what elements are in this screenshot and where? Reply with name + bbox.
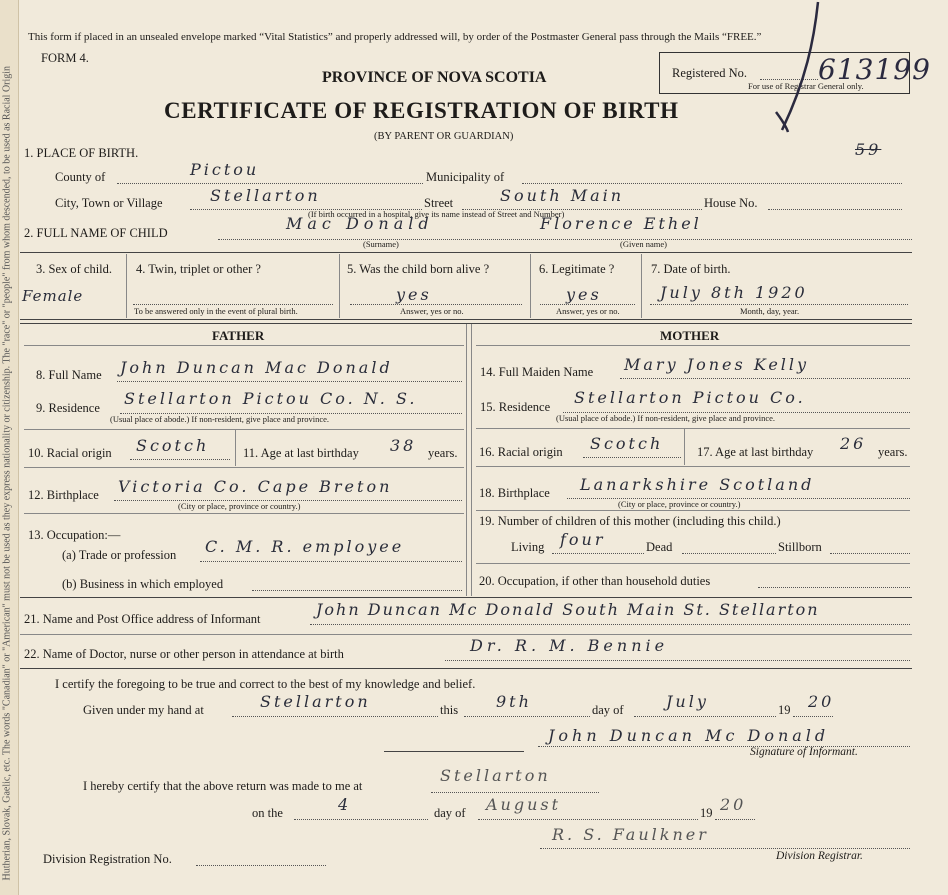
legitimate-note: Answer, yes or no. [556,306,620,316]
child-given-name: Florence Ethel [540,214,702,233]
county-value: Pictou [190,160,260,179]
registrar-signature: R. S. Faulkner [552,825,709,844]
registrar-day-of-label: day of [434,806,466,820]
father-race-label: 10. Racial origin [28,446,112,460]
mother-residence-label: 15. Residence [480,400,551,414]
certify-day: 9th [496,692,532,711]
father-residence-value: Stellarton Pictou Co. N. S. [124,389,418,408]
doctor-label: 22. Name of Doctor, nurse or other person in attendance at birth [24,647,344,661]
mother-heading: MOTHER [660,328,720,343]
certificate-subtitle: (BY PARENT OR GUARDIAN) [374,131,514,142]
registrar-month: August [486,795,562,814]
mother-race-label: 16. Racial origin [479,445,563,459]
father-name-value: John Duncan Mac Donald [120,358,393,377]
date-of-birth-value: July 8th 1920 [660,283,808,302]
mother-name-value: Mary Jones Kelly [624,355,810,374]
this-label: this [440,703,459,717]
registrar-year-prefix: 19 [700,806,713,820]
doctor-value: Dr. R. M. Bennie [470,636,669,655]
mother-name-label: 14. Full Maiden Name [480,365,594,379]
certify-month: July [666,692,709,711]
father-years-label: years. [428,446,458,460]
mother-birthplace-label: 18. Birthplace [479,486,550,500]
registrar-place: Stellarton [440,766,551,785]
mother-age-value: 26 [840,434,867,453]
born-alive-note: Answer, yes or no. [400,306,464,316]
twin-note: To be answered only in the event of plural birth. [134,306,298,316]
informant-label: 21. Name and Post Office address of Informant [24,612,261,626]
father-heading: FATHER [212,328,265,343]
father-residence-note: (Usual place of abode.) If non-resident, give place and province. [110,414,330,424]
father-name-label: 8. Full Name [36,368,102,382]
registrar-signature-label: Division Registrar. [776,850,863,862]
child-surname: Mac Donald [286,214,434,233]
child-name-label: 2. FULL NAME OF CHILD [24,226,168,240]
living-value: four [560,530,606,549]
living-label: Living [511,540,545,554]
street-label: Street [424,196,454,210]
hospital-note: (If birth occurred in a hospital, give its name instead of Street and Number) [308,209,565,219]
mother-birthplace-note: (City or place, province or country.) [618,499,741,509]
informant-signature: John Duncan Mc Donald [548,726,830,745]
registrar-day: 4 [338,795,352,814]
business-label: (b) Business in which employed [62,577,224,591]
date-of-birth-label: 7. Date of birth. [651,262,731,276]
registrar-year: 20 [720,795,747,814]
registered-note: For use of Registrar General only. [748,81,864,91]
father-residence-label: 9. Residence [36,401,100,415]
certificate-title: CERTIFICATE OF REGISTRATION OF BIRTH [164,98,679,123]
date-of-birth-note: Month, day, year. [740,306,800,316]
street-value: South Main [500,186,625,205]
check-mark [770,0,830,140]
municipality-label: Municipality of [426,170,505,184]
city-value: Stellarton [210,186,321,205]
legitimate-value: yes [566,285,602,304]
trade-label: (a) Trade or profession [62,548,177,562]
division-registration-label: Division Registration No. [43,852,172,866]
father-occupation-label: 13. Occupation:— [28,528,121,542]
registered-label: Registered No. [672,66,747,80]
mother-residence-note: (Usual place of abode.) If non-resident, give place and province. [556,413,776,423]
dead-label: Dead [646,540,673,554]
father-birthplace-note: (City or place, province or country.) [178,501,301,511]
registrar-statement: I hereby certify that the above return was made to me at [83,779,363,793]
house-label: House No. [704,196,758,210]
twin-label: 4. Twin, triplet or other ? [136,262,261,276]
margin-note: Hutherian, Slovak, Gaelic, etc. The words "Canadian" or "American" must not be used as they express nationality or citizenship. The "race" or "people" from whom descended, to be used as Racial Origin [1,65,13,881]
place-of-birth-label: 1. PLACE OF BIRTH. [24,146,139,160]
surname-note: (Surname) [363,239,399,249]
father-birthplace-label: 12. Birthplace [28,488,99,502]
sex-value: Female [22,287,84,305]
left-margin-strip [0,0,19,895]
registered-number: 613199 [818,53,931,86]
postal-notice: This form if placed in an unsealed envelope marked “Vital Statistics” and properly addressed will, by order of the Postmaster General pass through the Mails “FREE.” [28,31,762,43]
mother-residence-value: Stellarton Pictou Co. [574,388,806,407]
born-alive-label: 5. Was the child born alive ? [347,262,490,276]
sex-label: 3. Sex of child. [36,262,113,276]
certify-statement: I certify the foregoing to be true and correct to the best of my knowledge and belief. [55,677,476,691]
trade-value: C. M. R. employee [205,537,405,556]
born-alive-value: yes [396,285,432,304]
mother-occupation-label: 20. Occupation, if other than household duties [479,574,711,588]
form-number: FORM 4. [41,51,89,65]
certify-year-prefix: 19 [778,703,791,717]
father-age-label: 11. Age at last birthday [243,446,359,460]
children-count-label: 19. Number of children of this mother (including this child.) [479,514,781,528]
informant-signature-label: Signature of Informant. [750,746,858,758]
mother-age-label: 17. Age at last birthday [697,445,814,459]
informant-value: John Duncan Mc Donald South Main St. Stellarton [316,600,820,619]
mother-race-value: Scotch [590,434,664,453]
stillborn-label: Stillborn [778,540,822,554]
stamp-mark: 59 [855,140,882,159]
certify-day-of-label: day of [592,703,624,717]
certify-year: 20 [808,692,835,711]
mother-birthplace-value: Lanarkshire Scotland [580,475,815,494]
province-heading: PROVINCE OF NOVA SCOTIA [322,69,547,86]
father-age-value: 38 [390,436,417,455]
father-birthplace-value: Victoria Co. Cape Breton [118,477,393,496]
legitimate-label: 6. Legitimate ? [539,262,615,276]
city-label: City, Town or Village [55,196,163,210]
on-the-label: on the [252,806,283,820]
given-label: Given under my hand at [83,703,204,717]
father-race-value: Scotch [136,436,210,455]
county-label: County of [55,170,106,184]
mother-years-label: years. [878,445,908,459]
given-place: Stellarton [260,692,371,711]
given-name-note: (Given name) [620,239,667,249]
